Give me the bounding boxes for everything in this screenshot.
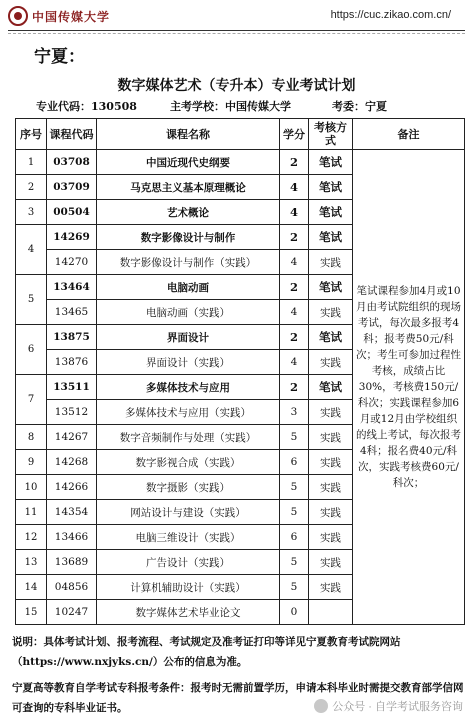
row-mode: 实践 [309,300,353,325]
header-name: 课程名称 [97,119,280,150]
row-code: 13465 [47,300,97,325]
row-mode: 笔试 [309,275,353,300]
row-mode: 笔试 [309,225,353,250]
row-seq: 3 [16,200,47,225]
major-code-value: 130508 [91,100,137,113]
page-header [0,0,473,32]
logo-text: 中国传媒大学 [32,9,111,24]
row-name: 广告设计（实践） [97,550,280,575]
header-divider-dashed [8,33,465,34]
row-credit: 2 [280,275,309,300]
row-seq: 10 [16,475,47,500]
university-logo [8,5,110,27]
header-code: 课程代码 [47,119,97,150]
watermark-text: 公众号 · 自学考试服务咨询 [332,701,463,713]
row-credit: 0 [280,600,309,625]
table-header-row [16,119,465,150]
watermark [314,698,463,714]
row-mode: 实践 [309,425,353,450]
row-name: 数字媒体艺术毕业论文 [97,600,280,625]
major-code [36,98,137,114]
row-name: 界面设计（实践） [97,350,280,375]
row-code: 13511 [47,375,97,400]
row-seq: 11 [16,500,47,525]
row-credit: 5 [280,425,309,450]
row-credit: 2 [280,375,309,400]
row-code: 04856 [47,575,97,600]
row-name: 数字影像设计与制作（实践） [97,250,280,275]
exam-committee-label: 考委： [332,100,365,113]
site-url[interactable]: https://cuc.zikao.com.cn/ [330,9,451,21]
exam-plan-table [15,118,465,625]
row-mode: 笔试 [309,175,353,200]
exam-committee [332,98,387,114]
row-code: 13875 [47,325,97,350]
remark-cell: 笔试课程参加4月或10月由考试院组织的现场考试，每次最多报考4科；报考费50元/科次；考生可参加过程性考核，成绩占比30%，考核费150元/科次；实践课程参加6月或12月由学校组织的线上考试，每次报考4科；报名费40元/科次，实践考核费60元/科次； [353,150,465,625]
row-mode: 实践 [309,250,353,275]
row-credit: 5 [280,475,309,500]
row-credit: 6 [280,525,309,550]
row-code: 03708 [47,150,97,175]
exam-committee-value: 宁夏 [365,100,387,113]
row-credit: 4 [280,350,309,375]
row-mode: 实践 [309,400,353,425]
row-credit: 4 [280,250,309,275]
row-name: 数字影像设计与制作 [97,225,280,250]
row-mode: 实践 [309,500,353,525]
host-school-label: 主考学校： [170,100,225,113]
row-seq: 13 [16,550,47,575]
row-name: 数字影视合成（实践） [97,450,280,475]
university-emblem-icon [8,6,28,26]
row-seq: 15 [16,600,47,625]
row-mode: 笔试 [309,325,353,350]
row-code: 10247 [47,600,97,625]
row-mode: 实践 [309,350,353,375]
header-divider [8,30,465,31]
row-name: 中国近现代史纲要 [97,150,280,175]
row-code: 14268 [47,450,97,475]
row-code: 14267 [47,425,97,450]
row-code: 00504 [47,200,97,225]
row-seq: 8 [16,425,47,450]
row-mode: 笔试 [309,200,353,225]
row-credit: 4 [280,200,309,225]
row-code: 03709 [47,175,97,200]
row-seq: 2 [16,175,47,200]
row-credit: 5 [280,575,309,600]
wechat-icon [314,699,328,713]
row-code: 13464 [47,275,97,300]
row-name: 数字摄影（实践） [97,475,280,500]
row-code: 14269 [47,225,97,250]
header-credit: 学分 [280,119,309,150]
note-line-2: 宁夏高等教育自学考试专科报考条件：报考时无需前置学历，申请本科毕业时需提交教育部学信网可查询的专科毕业证书。 [12,682,464,714]
header-seq: 序号 [16,119,47,150]
row-mode: 实践 [309,525,353,550]
row-name: 马克思主义基本原理概论 [97,175,280,200]
row-code: 14354 [47,500,97,525]
row-mode: 实践 [309,450,353,475]
note-line-1: 说明：具体考试计划、报考流程、考试规定及准考证打印等详见宁夏教育考试院网站（https://www.nxjyks.cn/）公布的信息为准。 [12,636,401,668]
row-credit: 2 [280,150,309,175]
row-name: 数字音频制作与处理（实践） [97,425,280,450]
row-code: 13466 [47,525,97,550]
row-name: 电脑动画 [97,275,280,300]
row-seq: 9 [16,450,47,475]
row-mode: 实践 [309,550,353,575]
row-credit: 4 [280,175,309,200]
row-name: 计算机辅助设计（实践） [97,575,280,600]
row-name: 艺术概论 [97,200,280,225]
document-title: 数字媒体艺术（专升本）专业考试计划 [117,78,356,94]
row-name: 界面设计 [97,325,280,350]
row-credit: 2 [280,325,309,350]
row-seq: 5 [16,275,47,325]
row-code: 14270 [47,250,97,275]
row-mode: 笔试 [309,150,353,175]
row-code: 14266 [47,475,97,500]
row-code: 13689 [47,550,97,575]
row-name: 网站设计与建设（实践） [97,500,280,525]
row-mode: 实践 [309,575,353,600]
row-credit: 2 [280,225,309,250]
row-seq: 6 [16,325,47,375]
row-seq: 1 [16,150,47,175]
row-credit: 4 [280,300,309,325]
row-name: 多媒体技术与应用 [97,375,280,400]
row-code: 13512 [47,400,97,425]
row-name: 多媒体技术与应用（实践） [97,400,280,425]
row-credit: 3 [280,400,309,425]
row-seq: 14 [16,575,47,600]
host-school [170,98,291,114]
row-name: 电脑动画（实践） [97,300,280,325]
row-credit: 5 [280,500,309,525]
row-mode: 笔试 [309,375,353,400]
region-heading: 宁夏： [34,47,85,67]
row-seq: 4 [16,225,47,275]
row-seq: 7 [16,375,47,425]
row-mode: 实践 [309,475,353,500]
table-row [16,150,465,175]
host-school-value: 中国传媒大学 [225,100,291,113]
row-credit: 6 [280,450,309,475]
row-seq: 12 [16,525,47,550]
header-mode: 考核方式 [309,119,353,150]
row-code: 13876 [47,350,97,375]
major-code-label: 专业代码： [36,100,91,113]
row-mode [309,600,353,625]
header-remark: 备注 [353,119,465,150]
row-credit: 5 [280,550,309,575]
row-name: 电脑三维设计（实践） [97,525,280,550]
